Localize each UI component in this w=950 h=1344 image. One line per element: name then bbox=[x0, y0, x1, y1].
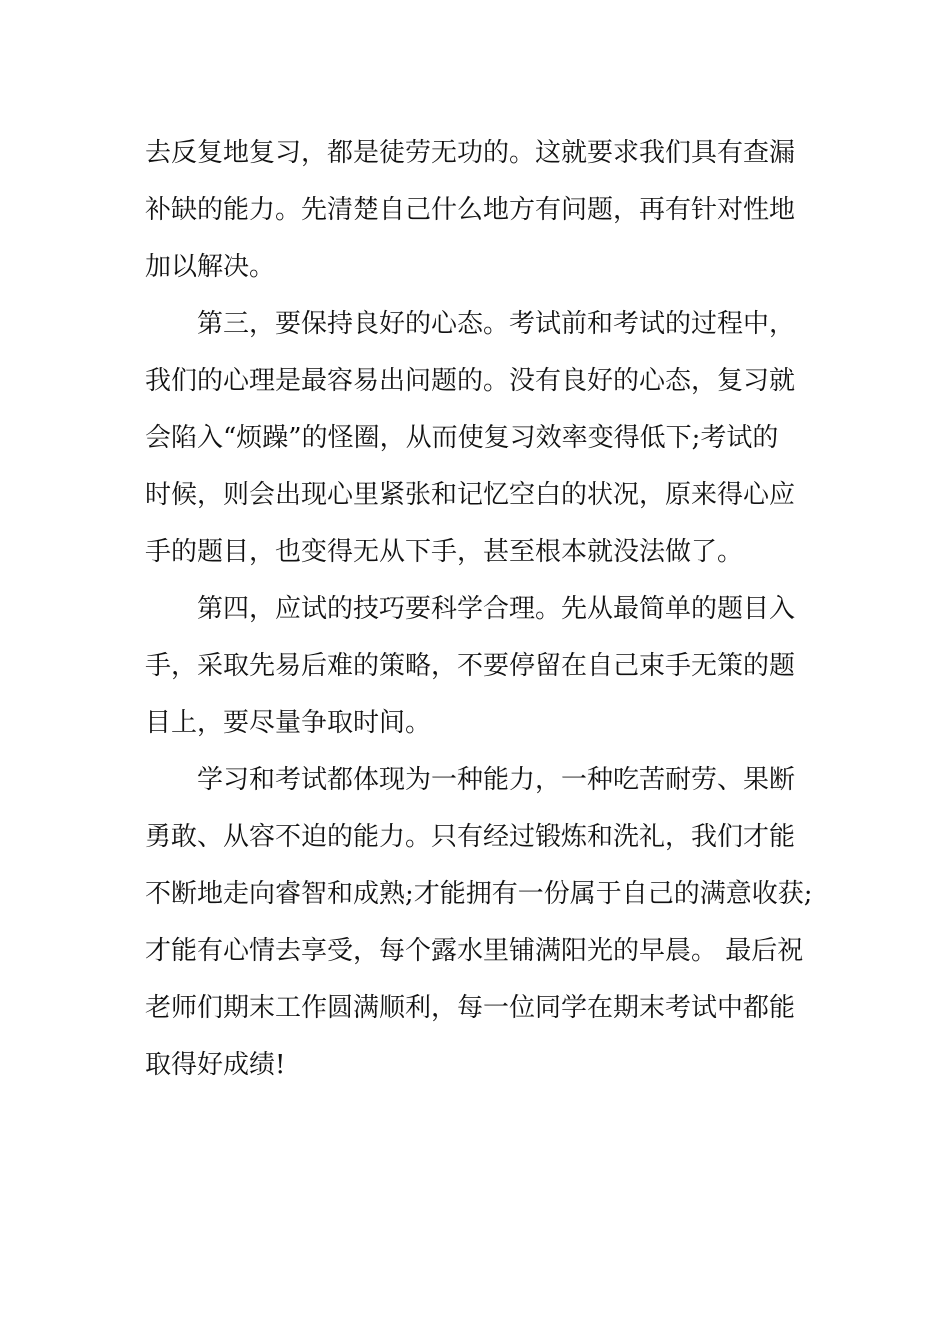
text-line: 会陷入“烦躁”的怪圈，从而使复习效率变得低下;考试的 bbox=[145, 423, 779, 453]
text-line: 补缺的能力。先清楚自己什么地方有问题，再有针对性地 bbox=[145, 195, 796, 225]
text-line: 不断地走向睿智和成熟;才能拥有一份属于自己的满意收获; bbox=[145, 879, 813, 909]
text-line: 目上，要尽量争取时间。 bbox=[145, 708, 432, 738]
text-line: 才能有心情去享受，每个露水里铺满阳光的早晨。 最后祝 bbox=[145, 936, 804, 966]
text-line: 加以解决。 bbox=[145, 252, 276, 282]
text-line: 手，采取先易后难的策略，不要停留在自己束手无策的题 bbox=[145, 651, 796, 681]
text-line: 我们的心理是最容易出问题的。没有良好的心态，复习就 bbox=[145, 366, 796, 396]
paragraph-start-line: 第四，应试的技巧要科学合理。先从最简单的题目入 bbox=[197, 594, 796, 624]
text-line: 取得好成绩! bbox=[145, 1050, 286, 1080]
text-line: 时候，则会出现心里紧张和记忆空白的状况，原来得心应 bbox=[145, 480, 796, 510]
text-line: 老师们期末工作圆满顺利，每一位同学在期末考试中都能 bbox=[145, 993, 796, 1023]
text-line: 勇敢、从容不迫的能力。只有经过锻炼和洗礼，我们才能 bbox=[145, 822, 796, 852]
paragraph-start-line: 第三，要保持良好的心态。考试前和考试的过程中， bbox=[197, 309, 796, 339]
paragraph-start-line: 学习和考试都体现为一种能力，一种吃苦耐劳、果断 bbox=[197, 765, 796, 795]
text-line: 手的题目，也变得无从下手，甚至根本就没法做了。 bbox=[145, 537, 744, 567]
text-line: 去反复地复习，都是徒劳无功的。这就要求我们具有查漏 bbox=[145, 138, 796, 168]
